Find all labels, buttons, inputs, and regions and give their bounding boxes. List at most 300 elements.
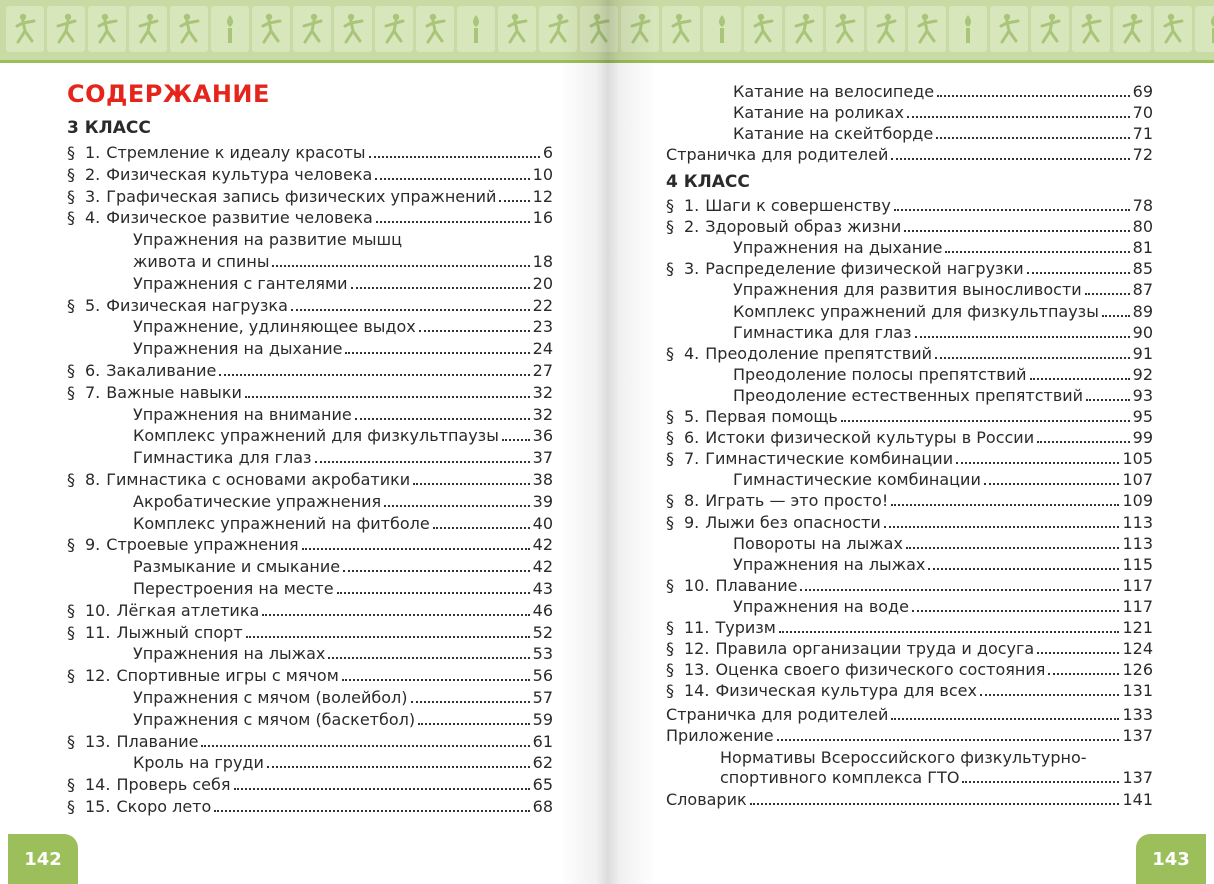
section-mark: § xyxy=(666,407,674,426)
toc-page-number: 93 xyxy=(1132,385,1153,405)
toc-subentry-row xyxy=(733,80,1153,101)
toc-page-number: 32 xyxy=(532,404,553,424)
toc-leader-dots xyxy=(342,679,530,681)
toc-subentry-row xyxy=(133,446,553,467)
toc-section-row xyxy=(666,679,1153,700)
section-mark: § xyxy=(666,259,674,279)
section-mark: § xyxy=(67,470,75,489)
toc-appendix-row xyxy=(720,766,1153,787)
toc-page-number: 72 xyxy=(1132,145,1153,164)
toc-leader-dots xyxy=(800,589,1119,591)
toc-leader-dots xyxy=(315,461,530,463)
toc-section-number: 8. xyxy=(684,491,700,511)
toc-leader-dots xyxy=(337,592,530,594)
toc-leader-dots xyxy=(375,178,529,180)
toc-section-row xyxy=(666,574,1153,595)
toc-subentry-row xyxy=(133,490,553,511)
toc-section-row xyxy=(67,185,553,206)
toc-leader-dots xyxy=(841,420,1130,422)
toc-subentry-row xyxy=(733,236,1153,257)
toc-entry-title: Упражнения на лыжах xyxy=(733,554,926,574)
toc-leader-dots xyxy=(891,504,1119,506)
toc-subentry-row xyxy=(733,278,1153,299)
toc-leader-dots xyxy=(376,221,530,223)
section-mark: § xyxy=(67,164,75,184)
toc-page-number: 68 xyxy=(532,797,553,816)
section-mark: § xyxy=(666,512,674,532)
toc-section-number: 2. xyxy=(85,164,101,184)
toc-page-number: 65 xyxy=(532,775,553,795)
toc-leader-dots xyxy=(907,116,1130,118)
toc-entry-title: Физическая нагрузка xyxy=(106,295,288,315)
toc-page-number: 42 xyxy=(532,535,553,555)
toc-subentry-row xyxy=(133,250,553,271)
toc-page-number: 121 xyxy=(1122,618,1153,637)
toc-leader-dots xyxy=(267,766,530,768)
toc-entry-title: Упражнения с мячом (баскетбол) xyxy=(133,709,416,729)
toc-entry-title: живота и спины xyxy=(133,252,270,271)
toc-entry-title: Истоки физической культуры в России xyxy=(705,428,1035,448)
toc-entry-title: Гимнастика с основами акробатики xyxy=(106,470,411,489)
toc-section-row xyxy=(666,342,1153,363)
section-mark: § xyxy=(666,575,674,595)
toc-page-number: 24 xyxy=(532,339,553,359)
toc-section-number: 7. xyxy=(684,449,700,469)
toc-page-number: 20 xyxy=(532,273,553,293)
toc-section-row xyxy=(666,215,1153,236)
toc-page-number: 62 xyxy=(532,753,553,773)
toc-page-number: 32 xyxy=(532,382,553,402)
toc-section-row xyxy=(67,773,553,794)
jumping-figure-icon xyxy=(629,12,651,46)
toc-leader-dots xyxy=(1037,652,1119,654)
toc-page-number: 131 xyxy=(1122,681,1153,701)
toc-entry-title: Гимнастические комбинации xyxy=(733,470,981,490)
toc-page-number: 87 xyxy=(1132,280,1153,300)
toc-page-number: 43 xyxy=(532,579,553,598)
toc-section-number: 11. xyxy=(684,618,710,637)
toc-section-row xyxy=(67,730,553,751)
jumping-figure-icon xyxy=(547,12,569,46)
toc-section-number: 13. xyxy=(85,731,111,751)
toc-subentry-row xyxy=(733,101,1153,122)
toc-page-number: 141 xyxy=(1122,790,1153,809)
book-gutter xyxy=(560,0,656,884)
toc-page-number: 95 xyxy=(1132,407,1153,426)
toc-page-number: 36 xyxy=(532,426,553,446)
toc-section-row xyxy=(67,533,553,554)
toc-subentry-row xyxy=(133,424,553,445)
toc-entry-title: Словарик xyxy=(666,790,747,809)
torch-icon xyxy=(465,12,487,46)
toc-section-row xyxy=(666,658,1153,679)
toc-entry-title: Строевые упражнения xyxy=(106,535,299,555)
torch-icon xyxy=(1203,12,1214,46)
section-mark: § xyxy=(67,797,75,816)
toc-entry-title: Спортивные игры с мячом xyxy=(116,666,339,686)
toc-page-number: 137 xyxy=(1122,726,1153,745)
toc-page-number: 80 xyxy=(1132,217,1153,237)
toc-subentry-row xyxy=(133,315,553,336)
toc-page-number: 12 xyxy=(532,186,553,206)
toc-page-number: 78 xyxy=(1132,196,1153,215)
section-mark: § xyxy=(666,491,674,511)
toc-leader-dots xyxy=(936,137,1129,139)
section-mark: § xyxy=(67,535,75,555)
torch-icon xyxy=(711,12,733,46)
toc-entry-title: Кроль на груди xyxy=(133,753,264,773)
toc-page-number: 133 xyxy=(1122,705,1153,724)
section-mark: § xyxy=(67,731,75,751)
toc-section-number: 5. xyxy=(85,295,101,315)
toc-page-number: 37 xyxy=(532,448,553,468)
toc-section-number: 9. xyxy=(85,535,101,555)
toc-entry-title: Графическая запись физических упражнений xyxy=(106,186,497,206)
jumping-figure-icon xyxy=(301,12,323,46)
toc-entry-title: Закаливание xyxy=(106,361,217,380)
toc-leader-dots xyxy=(912,610,1120,612)
toc-leader-dots xyxy=(962,781,1119,783)
toc-leader-dots xyxy=(418,723,530,725)
toc-entry-title: Комплекс упражнений для физкультпаузы xyxy=(133,426,499,446)
toc-section-number: 11. xyxy=(85,622,111,642)
toc-section-row xyxy=(67,141,553,162)
toc-entry-title: Проверь себя xyxy=(116,775,231,795)
toc-leader-dots xyxy=(777,739,1120,741)
toc-entry-title: Лёгкая атлетика xyxy=(116,600,260,620)
toc-leader-dots xyxy=(956,462,1119,464)
toc-entry-title: Стремление к идеалу красоты xyxy=(106,143,366,162)
toc-section-row xyxy=(666,447,1153,468)
toc-leader-dots xyxy=(345,352,529,354)
toc-leader-dots xyxy=(219,374,529,376)
running-figure-icon xyxy=(752,12,774,46)
toc-leader-dots xyxy=(246,636,530,638)
toc-section-number: 2. xyxy=(684,217,700,237)
toc-leader-dots xyxy=(779,631,1120,633)
toc-section-number: 12. xyxy=(684,639,710,659)
toc-leader-dots xyxy=(419,330,530,332)
toc-section-row xyxy=(666,511,1153,532)
running-figure-icon xyxy=(834,12,856,46)
toc-section-row xyxy=(67,206,553,227)
toc-entry-title: Размыкание и смыкание xyxy=(133,557,341,577)
toc-page-number: 70 xyxy=(1132,103,1153,122)
toc-appendix-row xyxy=(666,788,1153,809)
toc-page-number: 113 xyxy=(1122,512,1153,532)
toc-entry-title: Физическая культура для всех xyxy=(715,681,977,701)
toc-page-number: 16 xyxy=(532,208,553,228)
section-mark: § xyxy=(666,428,674,448)
toc-entry-title: Упражнения на развитие мышц xyxy=(133,230,402,250)
toc-page-number: 99 xyxy=(1132,428,1153,448)
toc-page-number: 91 xyxy=(1132,343,1153,363)
jumping-figure-icon xyxy=(793,12,815,46)
toc-leader-dots xyxy=(369,156,540,158)
toc-leader-dots xyxy=(750,803,1120,805)
toc-subentry-row xyxy=(133,512,553,533)
toc-page-number: 109 xyxy=(1122,491,1153,511)
section-mark: § xyxy=(67,208,75,228)
toc-section-row xyxy=(666,426,1153,447)
toc-page-number: 61 xyxy=(532,731,553,751)
jumping-figure-icon xyxy=(1039,12,1061,46)
running-figure-icon xyxy=(178,12,200,46)
toc-section-number: 14. xyxy=(684,681,710,701)
running-figure-icon xyxy=(260,12,282,46)
toc-leader-dots xyxy=(1102,315,1130,317)
toc-subentry-row xyxy=(733,468,1153,489)
toc-leader-dots xyxy=(214,810,529,812)
toc-leader-dots xyxy=(1027,272,1130,274)
toc-leader-dots xyxy=(937,95,1130,97)
toc-leader-dots xyxy=(904,230,1129,232)
toc-subentry-row xyxy=(133,555,553,576)
toc-entry-title: Комплекс упражнений на фитболе xyxy=(133,513,430,533)
toc-section-row xyxy=(67,599,553,620)
toc-subentry-row xyxy=(133,403,553,424)
toc-entry-title: Катание на роликах xyxy=(733,103,904,122)
toc-leader-dots xyxy=(328,657,529,659)
toc-entry-title: Нормативы Всероссийского физкультурно- xyxy=(720,748,1087,767)
section-mark: § xyxy=(67,295,75,315)
toc-entry-title: Страничка для родителей xyxy=(666,145,889,164)
toc-entry-title: Важные навыки xyxy=(106,382,242,402)
toc-entry-title: Приложение xyxy=(666,726,774,745)
toc-section-number: 1. xyxy=(684,196,700,215)
toc-subentry-row xyxy=(733,363,1153,384)
toc-entry-title: Упражнение, удлиняющее выдох xyxy=(133,317,416,337)
toc-entry-title: Комплекс упражнений для физкультпаузы xyxy=(733,301,1099,321)
toc-leader-dots xyxy=(945,251,1129,253)
toc-leader-dots xyxy=(201,745,529,747)
running-figure-icon xyxy=(424,12,446,46)
section-mark: § xyxy=(666,343,674,363)
toc-leader-dots xyxy=(291,309,530,311)
toc-subentry-row xyxy=(733,321,1153,342)
grade-3-heading: 3 КЛАСС xyxy=(67,118,151,138)
toc-leader-dots xyxy=(302,548,530,550)
toc-page-number: 105 xyxy=(1122,449,1153,469)
section-mark: § xyxy=(67,186,75,206)
toc-page-number: 18 xyxy=(532,252,553,271)
running-figure-icon xyxy=(916,12,938,46)
running-figure-icon xyxy=(96,12,118,46)
running-figure-icon xyxy=(1080,12,1102,46)
toc-page-number: 27 xyxy=(532,361,553,380)
toc-leader-dots xyxy=(355,418,530,420)
toc-page-number: 42 xyxy=(532,557,553,577)
toc-leader-dots xyxy=(980,694,1119,696)
toc-entry-title: Туризм xyxy=(715,618,776,637)
toc-entry-title: спортивного комплекса ГТО xyxy=(720,768,960,787)
toc-page-number: 39 xyxy=(532,491,553,511)
toc-section-row xyxy=(67,795,553,816)
toc-page-number: 137 xyxy=(1122,768,1153,787)
toc-section-number: 4. xyxy=(85,208,101,228)
toc-leader-dots xyxy=(1085,293,1130,295)
toc-entry-title: Первая помощь xyxy=(705,407,838,426)
toc-page-number: 71 xyxy=(1132,124,1153,143)
page-title: СОДЕРЖАНИЕ xyxy=(67,80,270,108)
toc-entry-title: Преодоление естественных препятствий xyxy=(733,385,1084,405)
toc-section-number: 8. xyxy=(85,470,101,489)
toc-section-number: 13. xyxy=(684,660,710,680)
jumping-figure-icon xyxy=(383,12,405,46)
toc-section-row xyxy=(67,381,553,402)
toc-subentry-row xyxy=(133,708,553,729)
toc-entry-title: Лыжный спорт xyxy=(116,622,243,642)
toc-leader-dots xyxy=(411,701,530,703)
toc-entry-title: Упражнения с мячом (волейбол) xyxy=(133,688,408,707)
jumping-figure-icon xyxy=(55,12,77,46)
toc-section-number: 3. xyxy=(684,259,700,279)
section-mark: § xyxy=(666,217,674,237)
jumping-figure-icon xyxy=(137,12,159,46)
toc-entry-title: Играть — это просто! xyxy=(705,491,889,511)
toc-subentry-row xyxy=(733,595,1153,616)
section-mark: § xyxy=(666,449,674,469)
toc-subentry-row xyxy=(733,532,1153,553)
sports-figures-band xyxy=(0,0,1214,60)
toc-subentry-row xyxy=(133,686,553,707)
toc-subentry-row xyxy=(733,384,1153,405)
toc-leader-dots xyxy=(984,483,1120,485)
toc-appendix-row xyxy=(666,703,1153,724)
toc-page-number: 22 xyxy=(532,295,553,315)
band-divider xyxy=(0,60,1214,63)
toc-leader-dots xyxy=(935,357,1130,359)
toc-leader-dots xyxy=(928,568,1119,570)
grade-4-heading: 4 КЛАСС xyxy=(666,172,750,192)
section-mark: § xyxy=(67,361,75,380)
toc-subentry-row xyxy=(733,553,1153,574)
toc-page-number: 85 xyxy=(1132,259,1153,279)
section-mark: § xyxy=(67,600,75,620)
section-mark: § xyxy=(67,143,75,162)
toc-subentry-row xyxy=(733,300,1153,321)
toc-entry-title: Катание на скейтборде xyxy=(733,124,934,143)
toc-section-row xyxy=(67,664,553,685)
toc-entry-title: Скоро лето xyxy=(116,797,212,816)
toc-page-number: 117 xyxy=(1122,596,1153,616)
toc-leader-dots xyxy=(1030,378,1130,380)
toc-leader-dots xyxy=(272,265,529,267)
toc-entry-title: Упражнения на лыжах xyxy=(133,644,326,664)
toc-subentry-row xyxy=(133,337,553,358)
toc-entry-title: Физическое развитие человека xyxy=(106,208,373,228)
toc-page-number: 46 xyxy=(532,600,553,620)
toc-page-number: 69 xyxy=(1132,82,1153,101)
toc-page-number: 90 xyxy=(1132,322,1153,342)
toc-entry-title: Оценка своего физического состояния xyxy=(715,660,1046,680)
toc-leader-dots xyxy=(343,570,530,572)
toc-section-number: 15. xyxy=(85,797,111,816)
toc-page-number: 10 xyxy=(532,164,553,184)
toc-leader-dots xyxy=(262,614,529,616)
toc-page-number: 52 xyxy=(532,622,553,642)
toc-entry-title: Здоровый образ жизни xyxy=(705,217,902,237)
toc-page-number: 56 xyxy=(532,666,553,686)
toc-leader-dots xyxy=(1037,441,1130,443)
toc-leader-dots xyxy=(1048,673,1119,675)
toc-entry-title: Физическая культура человека xyxy=(106,164,373,184)
toc-entry-title: Гимнастика для глаз xyxy=(133,448,312,468)
toc-page-number: 6 xyxy=(542,143,553,162)
page-number-right: 143 xyxy=(1136,834,1206,884)
toc-entry-title: Катание на велосипеде xyxy=(733,82,935,101)
section-mark: § xyxy=(666,196,674,215)
toc-subentry-row xyxy=(133,577,553,598)
toc-section-row xyxy=(666,489,1153,510)
section-mark: § xyxy=(67,382,75,402)
toc-page-number: 53 xyxy=(532,644,553,664)
running-figure-icon xyxy=(588,12,610,46)
toc-leader-dots xyxy=(884,526,1120,528)
toc-page-number: 92 xyxy=(1132,364,1153,384)
torch-icon xyxy=(219,12,241,46)
toc-leader-dots xyxy=(234,788,530,790)
toc-leader-dots xyxy=(1086,399,1130,401)
toc-subentry-row xyxy=(133,751,553,772)
page-number-left: 142 xyxy=(8,834,78,884)
toc-page-number: 126 xyxy=(1122,660,1153,680)
toc-leader-dots xyxy=(413,483,529,485)
section-mark: § xyxy=(67,775,75,795)
toc-entry-title: Перестроения на месте xyxy=(133,579,334,598)
toc-section-number: 5. xyxy=(684,407,700,426)
toc-entry-title: Лыжи без опасности xyxy=(705,512,881,532)
toc-page-number: 38 xyxy=(532,470,553,489)
toc-entry-title: Плавание xyxy=(715,575,798,595)
toc-entry-title: Страничка для родителей xyxy=(666,705,889,724)
toc-page-number: 23 xyxy=(532,317,553,337)
torch-icon xyxy=(957,12,979,46)
toc-page-number: 81 xyxy=(1132,238,1153,258)
toc-section-row xyxy=(67,621,553,642)
toc-subentry-row xyxy=(133,642,553,663)
running-figure-icon xyxy=(998,12,1020,46)
toc-section-number: 4. xyxy=(684,343,700,363)
toc-leader-dots xyxy=(915,336,1130,338)
section-mark: § xyxy=(666,681,674,701)
section-mark: § xyxy=(67,666,75,686)
running-figure-icon xyxy=(14,12,36,46)
toc-entry-title: Преодоление препятствий xyxy=(705,343,933,363)
toc-page-number: 89 xyxy=(1132,301,1153,321)
toc-section-row xyxy=(67,359,553,380)
toc-page-number: 113 xyxy=(1122,533,1153,553)
section-mark: § xyxy=(67,622,75,642)
toc-section-number: 10. xyxy=(684,575,710,595)
running-figure-icon xyxy=(342,12,364,46)
toc-entry-title: Гимнастические комбинации xyxy=(705,449,954,469)
toc-section-row xyxy=(67,163,553,184)
toc-entry-title: Гимнастика для глаз xyxy=(733,322,912,342)
toc-appendix-row xyxy=(666,724,1153,745)
toc-section-number: 14. xyxy=(85,775,111,795)
toc-leader-dots xyxy=(502,439,530,441)
toc-leader-dots xyxy=(894,209,1130,211)
toc-section-row xyxy=(67,294,553,315)
jumping-figure-icon xyxy=(875,12,897,46)
toc-entry-title: Упражнения на дыхание xyxy=(733,238,943,258)
toc-leader-dots xyxy=(433,527,530,529)
toc-section-row xyxy=(666,405,1153,426)
toc-section-row xyxy=(67,468,553,489)
toc-entry-title: Акробатические упражнения xyxy=(133,491,382,511)
section-mark: § xyxy=(666,618,674,637)
